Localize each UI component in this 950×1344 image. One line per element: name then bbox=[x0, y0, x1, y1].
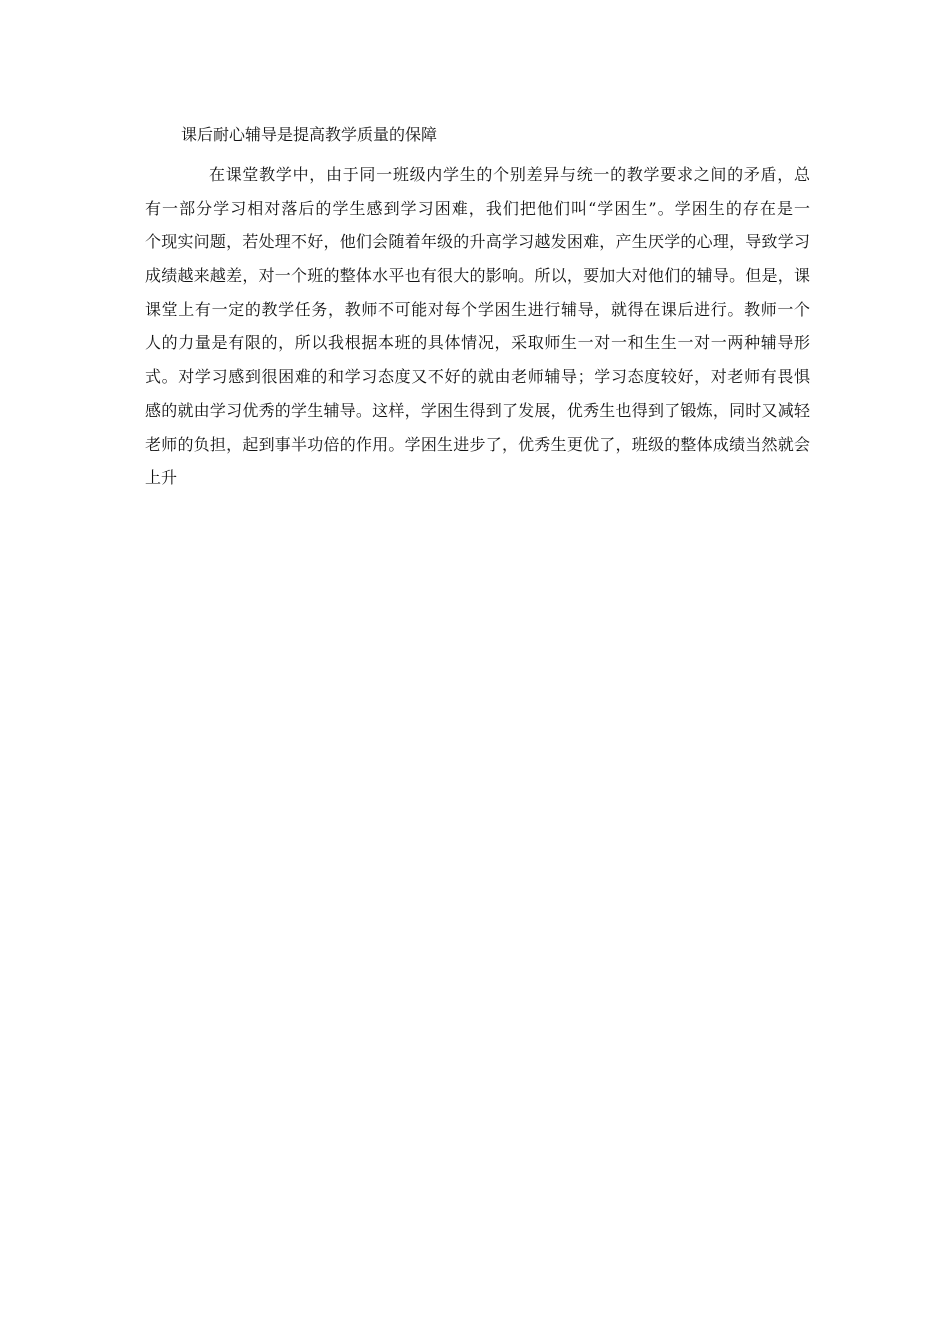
paragraph-line: 式。对学习感到很困难的和学习态度又不好的就由老师辅导；学习态度较好，对老师有畏惧 bbox=[145, 367, 810, 387]
document-heading: 课后耐心辅导是提高教学质量的保障 bbox=[181, 125, 438, 144]
paragraph-line: 感的就由学习优秀的学生辅导。这样，学困生得到了发展，优秀生也得到了锻炼，同时又减轻 bbox=[145, 400, 810, 420]
paragraph-line: 上升 bbox=[145, 468, 178, 488]
paragraph-line: 老师的负担，起到事半功倍的作用。学困生进步了，优秀生更优了，班级的整体成绩当然就会 bbox=[145, 434, 810, 454]
paragraph-line: 个现实问题，若处理不好，他们会随着年级的升高学习越发困难，产生厌学的心理，导致学习 bbox=[145, 232, 810, 252]
document-paragraph bbox=[145, 158, 810, 495]
paragraph-line: 课堂上有一定的教学任务，教师不可能对每个学困生进行辅导，就得在课后进行。教师一个 bbox=[145, 299, 810, 319]
paragraph-line: 有一部分学习相对落后的学生感到学习困难，我们把他们叫“学困生”。学困生的存在是一 bbox=[145, 198, 810, 218]
paragraph-line: 人的力量是有限的，所以我根据本班的具体情况，采取师生一对一和生生一对一两种辅导形 bbox=[145, 333, 810, 353]
paragraph-line: 在课堂教学中，由于同一班级内学生的个别差异与统一的教学要求之间的矛盾，总 bbox=[209, 165, 810, 184]
paragraph-line: 成绩越来越差，对一个班的整体水平也有很大的影响。所以，要加大对他们的辅导。但是，课 bbox=[145, 266, 810, 286]
